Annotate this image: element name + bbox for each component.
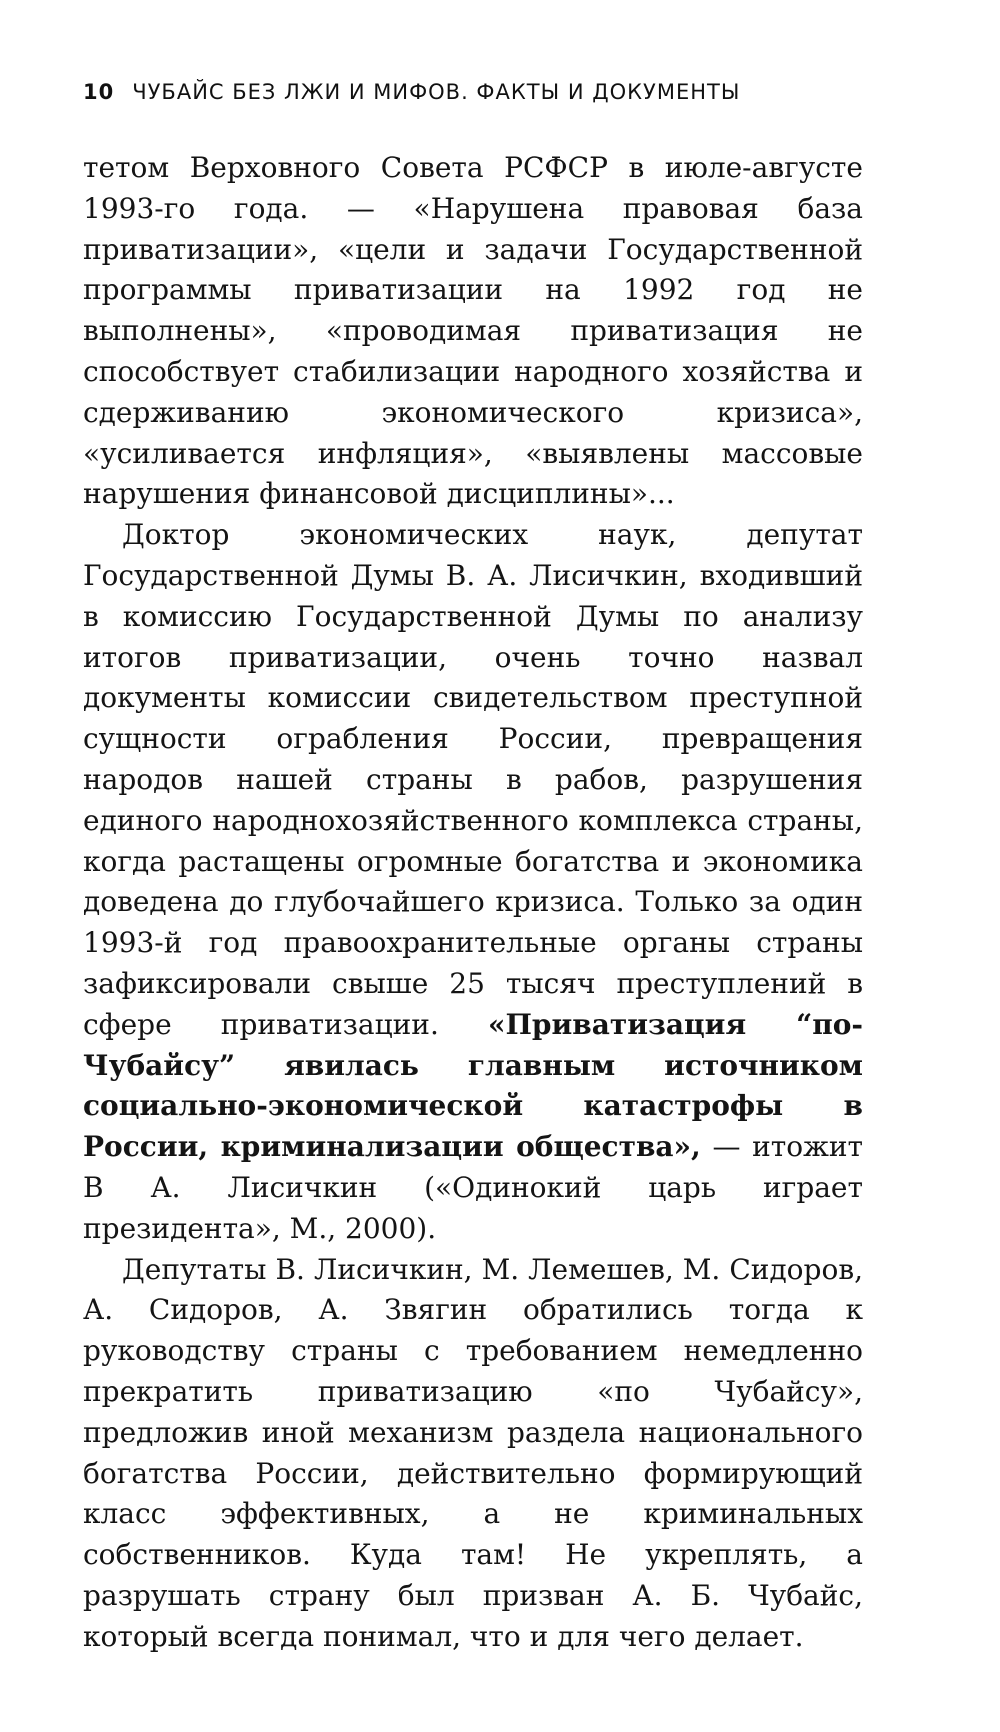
paragraph-continuation: тетом Верховного Совета РСФСР в июле-августе 1993-го года. — «Нарушена правовая база приватизации», «цели и задачи Государственной программы приватизации на 1992 год не выполнены», «проводимая приватизация не способствует стабилизации народного хозяйства и сдерживанию экономического кризиса», «усиливается инфляция», «выявлены массовые нарушения финансовой дисциплины»... [83,151,863,511]
paragraph-deputies: Депутаты В. Лисичкин, М. Лемешев, М. Сидоров, А. Сидоров, А. Звягин обратились тогда к руководству страны с требованием немедленно прекратить приватизацию «по Чубайсу», предложив иной механизм раздела национального богатства России, действительно формирующий класс эффективных, а не криминальных собственников. Куда там! Не укреплять, а разрушать страну был призван А. Б. Чубайс, который всегда понимал, что и для чего делает. [83,1252,863,1653]
body-text [83,148,863,1657]
paragraph-lisichkin [83,515,863,1249]
paragraph-text: — итожит В А. Лисичкин («Одинокий царь играет президента», М., 2000). [83,1130,863,1245]
paragraph-text: Доктор экономических наук, депутат Государственной Думы В. А. Лисичкин, входивший в комиссию Государственной Думы по анализу итогов приватизации, очень точно назвал документы комиссии свидетельством преступной сущности ограбления России, превращения народов нашей страны в рабов, разрушения единого народнохозяйственного комплекса страны, когда растащены огромные богатства и экономика доведена до глубочайшего кризиса. Только за один 1993-й год правоохранительные органы страны зафиксировали свыше 25 тысяч преступлений в сфере приватизации. [83,518,863,1041]
running-head [83,74,883,110]
bold-quote: «Приватизация “по-Чубайсу” явилась главным источником социально-экономической катастрофы в России, криминализации общества», [83,1007,864,1164]
page-number: 10 [83,80,115,104]
book-title: ЧУБАЙС БЕЗ ЛЖИ И МИФОВ. ФАКТЫ И ДОКУМЕНТЫ [132,80,741,104]
